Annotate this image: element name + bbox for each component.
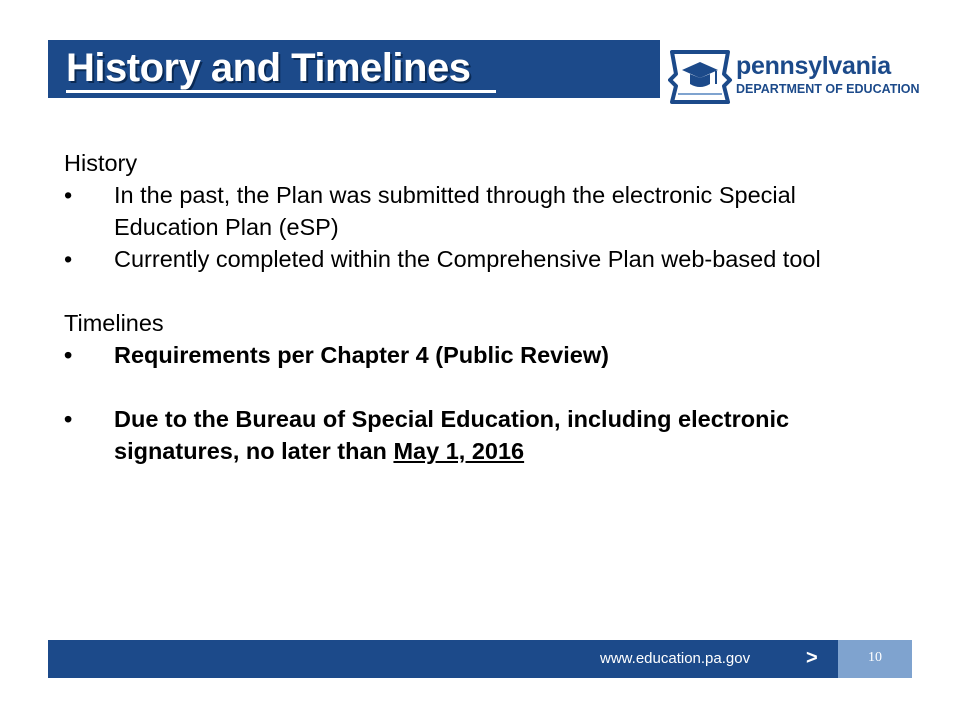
history-bullet: • In the past, the Plan was submitted through the electronic Special Education Plan (eSP) xyxy=(64,179,904,243)
history-list xyxy=(64,179,904,275)
timelines-list-deadline xyxy=(64,403,904,467)
title-underline xyxy=(66,90,496,93)
logo-subtitle: DEPARTMENT OF EDUCATION xyxy=(736,82,920,96)
timelines-list xyxy=(64,339,904,371)
footer-url[interactable]: www.education.pa.gov xyxy=(600,650,751,667)
history-bullet: • Currently completed within the Comprehensive Plan web-based tool xyxy=(64,243,904,275)
timelines-bullet-requirements xyxy=(64,339,904,371)
requirements-text: Requirements per Chapter 4 (Public Review) xyxy=(114,342,609,368)
page-number: 10 xyxy=(868,650,882,665)
footer-bar xyxy=(48,640,912,678)
timelines-heading: Timelines xyxy=(64,310,164,336)
history-heading: History xyxy=(64,150,138,176)
footer-arrow-icon: > xyxy=(806,647,818,669)
logo-wordmark: pennsylvania xyxy=(736,52,891,80)
deadline-date: May 1, 2016 xyxy=(393,438,525,464)
timelines-bullet-deadline xyxy=(64,403,904,467)
page-title: History and Timelines xyxy=(66,46,471,90)
deadline-text: Due to the Bureau of Special Education, including electronic signatures, no later than xyxy=(114,406,790,464)
slide-content xyxy=(64,147,904,467)
